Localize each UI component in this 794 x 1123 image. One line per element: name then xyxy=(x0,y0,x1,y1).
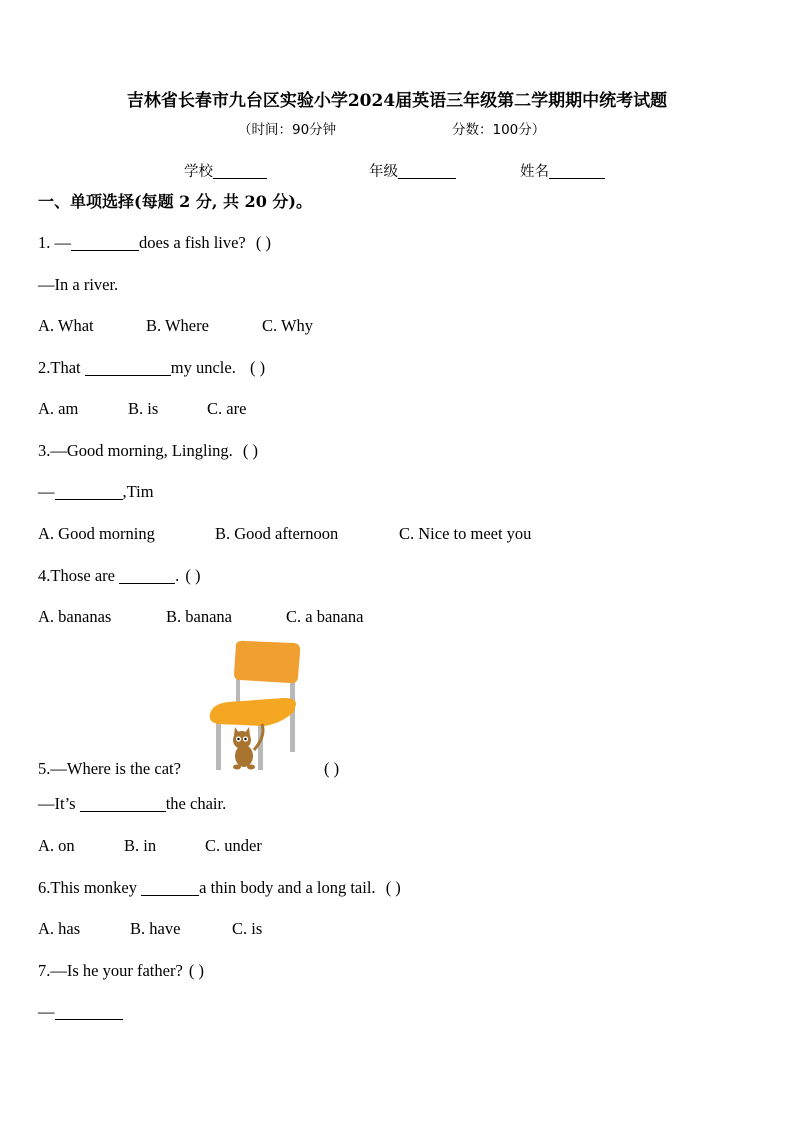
chair-back-leg-right xyxy=(290,678,295,752)
grade-field xyxy=(369,160,456,181)
q7-reply: — xyxy=(38,1002,123,1022)
q7-blank[interactable] xyxy=(55,1003,123,1021)
q2-answer-paren[interactable]: ( ) xyxy=(249,358,266,377)
q3-option-c: C. Nice to meet you xyxy=(399,524,532,543)
q4-option-b: B. banana xyxy=(166,607,232,626)
page-title: 吉林省长春市九台区实验小学2024届英语三年级第二学期期中统考试题 xyxy=(126,91,668,111)
q2-option-c: C. are xyxy=(207,399,247,418)
q1-reply: —In a river. xyxy=(38,275,119,294)
q2-option-b: B. is xyxy=(128,399,159,418)
name-label: 姓名 xyxy=(520,164,549,180)
question-1: 1. — does a fish live? ( ) xyxy=(38,233,272,252)
q6-option-a: A. has xyxy=(38,919,81,938)
exam-time: （时间：90分钟 xyxy=(238,122,337,138)
question-3: 3.—Good morning, Lingling. ( ) xyxy=(38,441,259,460)
q4-blank[interactable] xyxy=(119,567,175,585)
q4-answer-paren[interactable]: ( ) xyxy=(185,566,201,585)
exam-score: 分数：100分） xyxy=(452,122,546,138)
chair-cat-illustration xyxy=(206,640,310,772)
q2-blank[interactable] xyxy=(85,359,171,377)
q3-reply: — ,Tim xyxy=(38,482,154,501)
name-field xyxy=(520,160,605,181)
chair-front-leg-left xyxy=(216,720,221,770)
cat-paw-right xyxy=(247,765,255,770)
school-blank[interactable] xyxy=(213,164,267,180)
q1-answer-paren[interactable]: ( ) xyxy=(255,233,272,252)
q5-blank[interactable] xyxy=(80,795,166,813)
q5-option-a: A. on xyxy=(38,836,75,855)
q6-option-b: B. have xyxy=(130,919,181,938)
q1-blank[interactable] xyxy=(71,234,139,252)
question-6: 6.This monkey a thin body and a long tail. ( ) xyxy=(38,878,401,897)
q3-option-b: B. Good afternoon xyxy=(215,524,339,543)
q5-option-c: C. under xyxy=(205,836,262,855)
q5-answer-paren[interactable]: ( ) xyxy=(324,759,340,778)
q4-option-a: A. bananas xyxy=(38,607,112,626)
name-blank[interactable] xyxy=(549,164,605,180)
school-field xyxy=(184,160,267,181)
chair-backrest xyxy=(234,641,300,683)
cat-pupil-left xyxy=(237,738,239,740)
question-7: 7.—Is he your father? ( ) xyxy=(38,961,205,980)
school-label: 学校 xyxy=(184,164,213,180)
q1-option-b: B. Where xyxy=(146,316,209,335)
q1-option-c: C. Why xyxy=(262,316,314,335)
q7-answer-paren[interactable]: ( ) xyxy=(188,961,205,980)
q1-option-a: A. What xyxy=(38,316,94,335)
chair-seat xyxy=(210,698,296,726)
q6-answer-paren[interactable]: ( ) xyxy=(385,878,401,897)
q3-answer-paren[interactable]: ( ) xyxy=(242,441,259,460)
q2-option-a: A. am xyxy=(38,399,79,418)
q3-blank[interactable] xyxy=(55,483,123,501)
q4-option-c: C. a banana xyxy=(286,607,364,626)
grade-label: 年级 xyxy=(369,164,398,180)
cat-paw-left xyxy=(233,765,241,770)
q5-option-b: B. in xyxy=(124,836,157,855)
grade-blank[interactable] xyxy=(398,164,456,180)
question-5: 5.—Where is the cat? xyxy=(38,759,181,778)
q3-option-a: A. Good morning xyxy=(38,524,155,543)
question-4: 4.Those are . ( ) xyxy=(38,566,201,585)
cat-pupil-right xyxy=(244,738,246,740)
chair-with-cat-icon xyxy=(206,640,310,772)
question-2: 2.That my uncle. ( ) xyxy=(38,358,266,377)
section-title: 一、单项选择(每题 2 分, 共 20 分)。 xyxy=(38,192,312,211)
q5-reply: —It’s the chair. xyxy=(38,794,227,813)
q6-option-c: C. is xyxy=(232,919,263,938)
q6-blank[interactable] xyxy=(141,879,199,897)
